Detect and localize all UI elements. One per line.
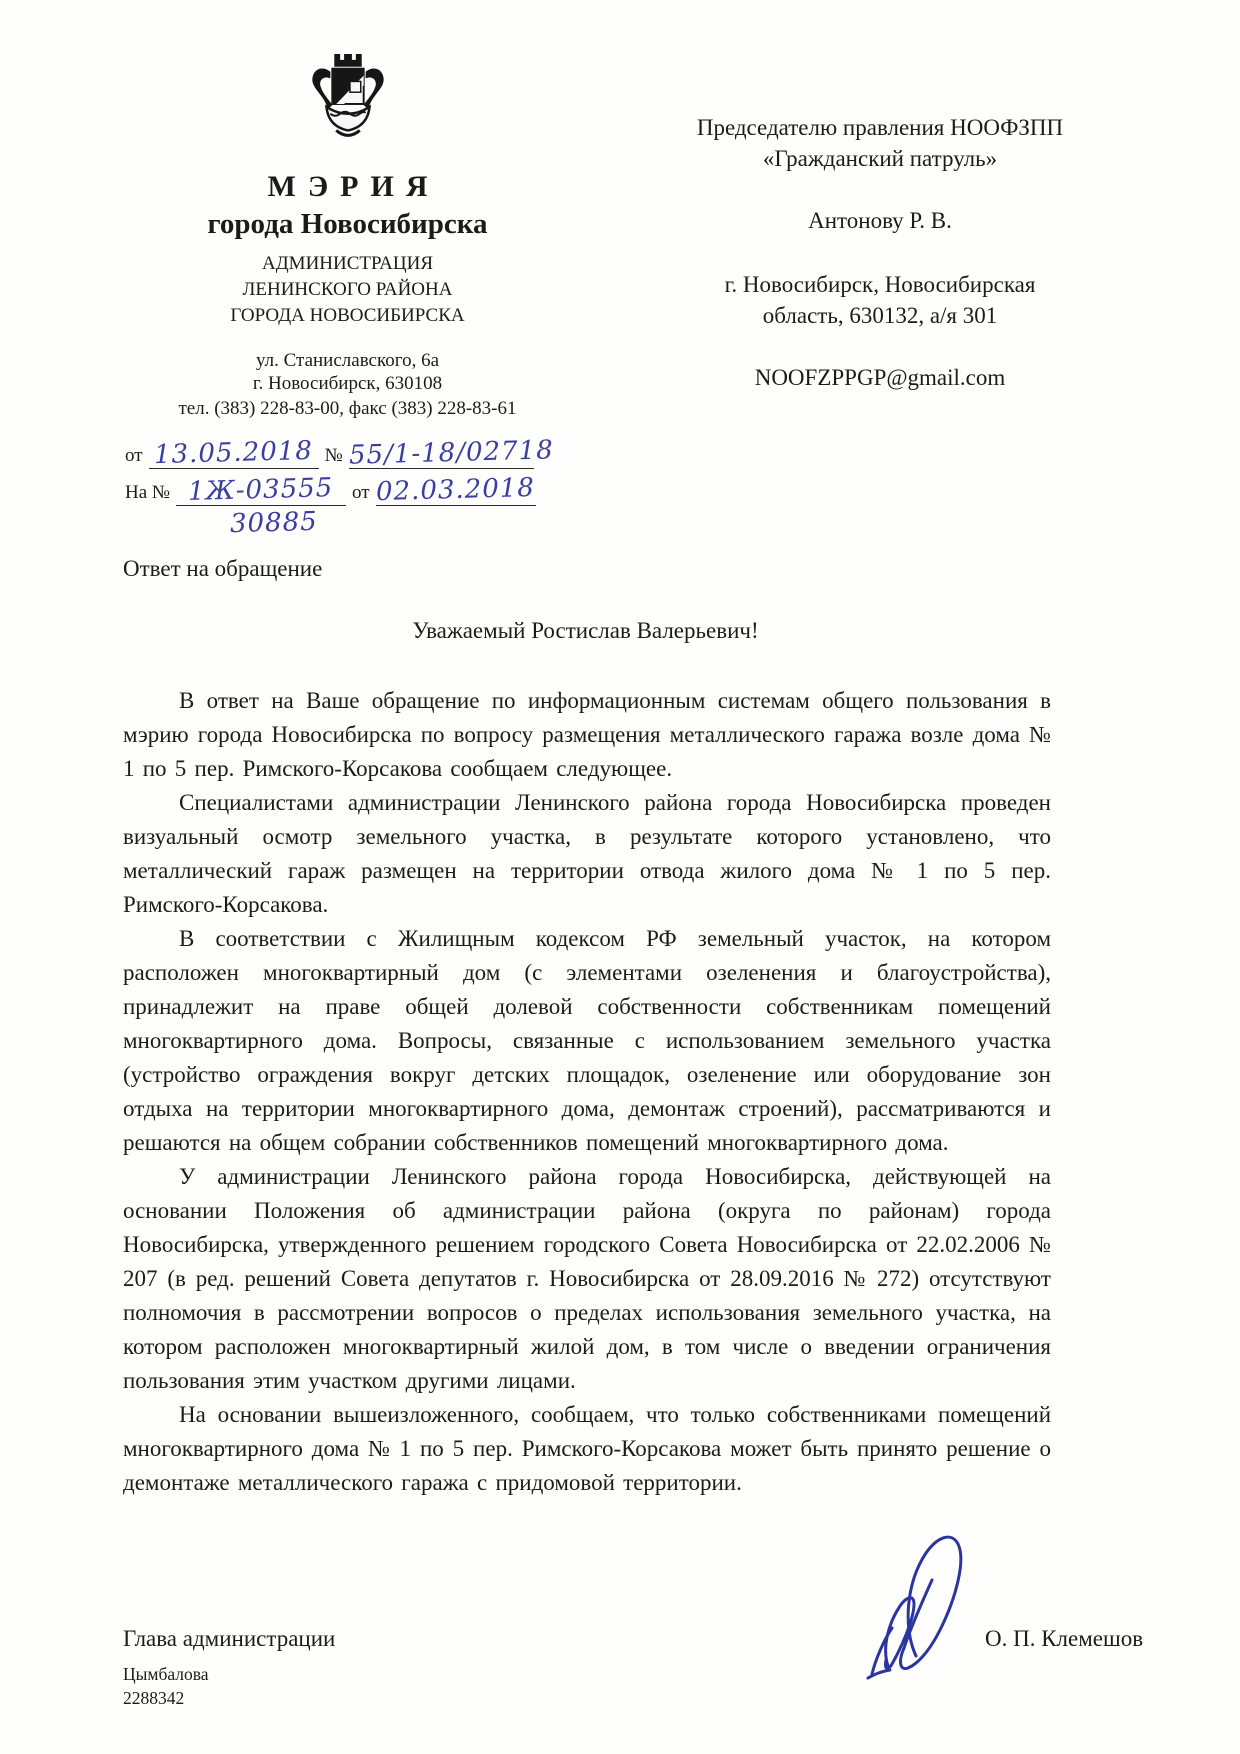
incoming-date-handwritten: 02.03.2018 (375, 472, 536, 508)
org-name-line1: МЭРИЯ (267, 170, 440, 203)
outgoing-date-blank (149, 435, 319, 471)
incoming-extra-row (125, 508, 580, 538)
incoming-number-label: На № (125, 482, 171, 503)
recipient-block (600, 112, 1160, 393)
subject-line: Ответ на обращение (123, 556, 323, 581)
org-name-line2: города Новосибирска (207, 208, 488, 240)
paragraph: На основании вышеизложенного, сообщаем, что только собственниками помещений многоквартирного дома № 1 по 5 пер. Римского-Корсакова может быть принято решение о демонтаже металлического гаража с придомовой территории. (123, 1402, 1051, 1495)
paragraph: У администрации Ленинского района города Новосибирска, действующей на основании Положения об администрации района (округа по районам) города Новосибирска, утвержденного решением городского Совета Новосибирска от 22.02.2006 № 207 (в ред. решений Совета депутатов г. Новосибирска от 28.09.2016 № 272) отсутствуют полномочия в рассмотрении вопросов о пределах использования земельного участка, на котором расположен многоквартирный жилой дом, в том числе о введении ограничения пользования этим участком другими лицами. (123, 1164, 1051, 1393)
paragraph: Специалистами администрации Ленинского района города Новосибирска проведен визуальный осмотр земельного участка, в результате которого установлено, что металлический гараж размещен на территории отвода жилого дома № 1 по 5 пер. Римского-Корсакова. (123, 790, 1051, 917)
paragraph: В ответ на Ваше обращение по информационным системам общего пользования в мэрию города Новосибирска по вопросу размещения металлического гаража возле дома № 1 по 5 пер. Римского-Корсакова сообщаем следующее. (123, 688, 1051, 781)
recipient-title-line1: Председателю правления НООФЗПП (696, 115, 1064, 140)
reference-block (115, 435, 580, 540)
paragraph: В соответствии с Жилищным кодексом РФ земельный участок, на котором расположен многоквартирный дом (с элементами озеленения и благоустройства), принадлежит на праве общей долевой собственности собственникам помещений многоквартирного дома. Вопросы, связанные с использованием земельного участка (устройство ограждения вокруг детских площадок, озеленение или оборудование зон отдыха на территории многоквартирного дома, демонтаж строений), рассматриваются и решаются на общем собрании собственников помещений многоквартирного дома. (123, 926, 1051, 1155)
outgoing-number-label: № (324, 445, 343, 466)
recipient-title-line2: «Гражданский патруль» (762, 146, 998, 171)
incoming-number-handwritten: 1Ж-03555 (188, 473, 335, 507)
incoming-date-label: от (352, 482, 370, 503)
outgoing-number-blank (348, 435, 554, 471)
recipient-address-line2: область, 630132, а/я 301 (762, 303, 998, 328)
outgoing-ref-row (125, 435, 580, 471)
sender-address-line2: г. Новосибирск, 630108 (252, 373, 443, 394)
sender-address-line1: ул. Станиславского, 6а (255, 350, 440, 371)
incoming-date-blank (375, 472, 536, 508)
letterhead (115, 52, 580, 538)
executor-phone: 2288342 (123, 1688, 185, 1708)
novosibirsk-coat-of-arms-icon (299, 52, 397, 154)
outgoing-number-handwritten: 55/1-18/02718 (348, 435, 554, 471)
org-name-line5: ГОРОДА НОВОСИБИРСКА (230, 305, 465, 326)
org-name-line4: ЛЕНИНСКОГО РАЙОНА (242, 279, 453, 300)
incoming-number-blank (176, 475, 346, 506)
org-name-line3: АДМИНИСТРАЦИЯ (262, 253, 433, 274)
sender-phone-fax: тел. (383) 228-83-00, факс (383) 228-83-61 (178, 398, 517, 419)
signer-position: Глава администрации (123, 1626, 336, 1651)
handwritten-signature-icon (848, 1528, 998, 1693)
signer-name: О. П. Клемешов (985, 1626, 1144, 1651)
incoming-extra-number-handwritten: 30885 (229, 506, 319, 540)
letter-body (123, 684, 1051, 1500)
incoming-ref-row (125, 472, 580, 508)
salutation: Уважаемый Ростислав Валерьевич! (412, 618, 759, 643)
executor-name: Цымбалова (123, 1664, 209, 1684)
outgoing-date-handwritten: 13.05.2018 (153, 435, 314, 471)
outgoing-date-label: от (125, 445, 143, 466)
recipient-email: NOOFZPPGP@gmail.com (754, 365, 1006, 390)
recipient-address-line1: г. Новосибирск, Новосибирская (724, 272, 1036, 297)
recipient-name: Антонову Р. В. (808, 208, 952, 233)
